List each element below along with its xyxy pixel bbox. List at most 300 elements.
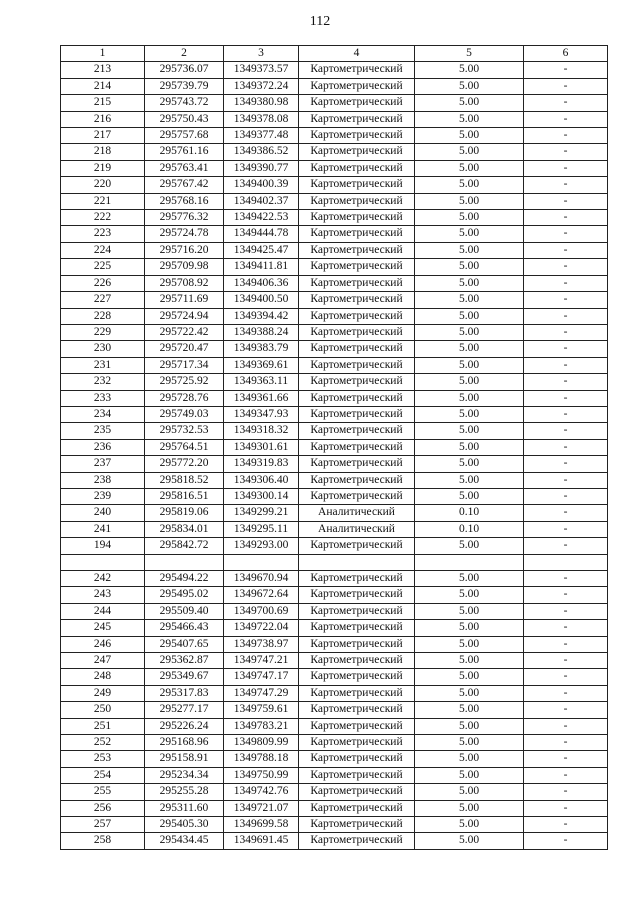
table-cell-col-5: 0.10 xyxy=(415,505,524,521)
table-cell-col-1: 239 xyxy=(61,488,145,504)
table-cell-col-1: 232 xyxy=(61,374,145,390)
table-row xyxy=(61,324,608,340)
table-cell-col-5: 5.00 xyxy=(415,439,524,455)
header-cell-col-6: 6 xyxy=(524,46,608,62)
table-cell-col-2: 295168.96 xyxy=(145,735,224,751)
table-cell-col-1: 234 xyxy=(61,406,145,422)
table-cell-col-6 xyxy=(524,554,608,570)
table-cell-col-4: Картометрический xyxy=(299,292,415,308)
table-cell-col-5: 5.00 xyxy=(415,406,524,422)
table-cell-col-6: - xyxy=(524,341,608,357)
table-cell-col-2: 295842.72 xyxy=(145,538,224,554)
table-cell-col-1: 228 xyxy=(61,308,145,324)
table-cell-col-6: - xyxy=(524,406,608,422)
table-cell-col-2: 295158.91 xyxy=(145,751,224,767)
table-cell-col-1: 256 xyxy=(61,800,145,816)
table-row xyxy=(61,390,608,406)
table-cell-col-1: 248 xyxy=(61,669,145,685)
table-cell-col-6: - xyxy=(524,275,608,291)
table-row xyxy=(61,685,608,701)
table-cell-col-5: 5.00 xyxy=(415,193,524,209)
table-row xyxy=(61,784,608,800)
table-cell-col-1: 255 xyxy=(61,784,145,800)
table-cell-col-3: 1349380.98 xyxy=(224,95,299,111)
table-row xyxy=(61,439,608,455)
table-cell-col-3: 1349318.32 xyxy=(224,423,299,439)
table-cell-col-5: 5.00 xyxy=(415,357,524,373)
table-cell-col-4: Картометрический xyxy=(299,78,415,94)
table-cell-col-3: 1349388.24 xyxy=(224,324,299,340)
table-cell-col-5: 5.00 xyxy=(415,587,524,603)
table-cell-col-6: - xyxy=(524,128,608,144)
table-cell-col-6: - xyxy=(524,259,608,275)
table-row xyxy=(61,472,608,488)
table-cell-col-4: Картометрический xyxy=(299,308,415,324)
table-cell-col-3: 1349372.24 xyxy=(224,78,299,94)
table-cell-col-5: 5.00 xyxy=(415,78,524,94)
table-cell-col-4: Картометрический xyxy=(299,210,415,226)
table-cell-col-3: 1349299.21 xyxy=(224,505,299,521)
table-row xyxy=(61,292,608,308)
table-row xyxy=(61,259,608,275)
table-cell-col-1: 240 xyxy=(61,505,145,521)
table-cell-col-1: 236 xyxy=(61,439,145,455)
table-cell-col-6: - xyxy=(524,292,608,308)
table-cell-col-2: 295818.52 xyxy=(145,472,224,488)
table-cell-col-1: 230 xyxy=(61,341,145,357)
table-cell-col-6: - xyxy=(524,160,608,176)
table-cell-col-4: Картометрический xyxy=(299,767,415,783)
table-cell-col-4: Картометрический xyxy=(299,144,415,160)
table-cell-col-3: 1349306.40 xyxy=(224,472,299,488)
table-cell-col-1: 229 xyxy=(61,324,145,340)
table-cell-col-5: 5.00 xyxy=(415,833,524,849)
table-cell-col-5: 5.00 xyxy=(415,653,524,669)
table-row xyxy=(61,423,608,439)
table-cell-col-6: - xyxy=(524,144,608,160)
table-cell-col-6: - xyxy=(524,357,608,373)
table-cell-col-6: - xyxy=(524,784,608,800)
table-row xyxy=(61,735,608,751)
table-cell-col-5: 5.00 xyxy=(415,177,524,193)
table-cell-col-4: Картометрический xyxy=(299,570,415,586)
table-cell-col-1: 219 xyxy=(61,160,145,176)
table-cell-col-6: - xyxy=(524,521,608,537)
table-cell-col-6: - xyxy=(524,390,608,406)
table-cell-col-6: - xyxy=(524,423,608,439)
table-cell-col-5: 5.00 xyxy=(415,620,524,636)
table-cell-col-3: 1349394.42 xyxy=(224,308,299,324)
table-cell-col-4: Картометрический xyxy=(299,406,415,422)
table-cell-col-2: 295708.92 xyxy=(145,275,224,291)
table-cell-col-2: 295732.53 xyxy=(145,423,224,439)
table-row xyxy=(61,538,608,554)
table-cell-col-2: 295407.65 xyxy=(145,636,224,652)
table-cell-col-5: 5.00 xyxy=(415,111,524,127)
table-cell-col-6: - xyxy=(524,456,608,472)
header-cell-col-4: 4 xyxy=(299,46,415,62)
table-cell-col-5: 5.00 xyxy=(415,488,524,504)
table-cell-col-2: 295768.16 xyxy=(145,193,224,209)
table-cell-col-1: 253 xyxy=(61,751,145,767)
table-cell-col-4: Картометрический xyxy=(299,357,415,373)
table-cell-col-3: 1349783.21 xyxy=(224,718,299,734)
table-cell-col-4: Картометрический xyxy=(299,488,415,504)
table-cell-col-2 xyxy=(145,554,224,570)
table-cell-col-6: - xyxy=(524,751,608,767)
table-cell-col-3: 1349319.83 xyxy=(224,456,299,472)
table-cell-col-1: 258 xyxy=(61,833,145,849)
table-cell-col-5: 5.00 xyxy=(415,636,524,652)
table-cell-col-2: 295349.67 xyxy=(145,669,224,685)
table-cell-col-3: 1349691.45 xyxy=(224,833,299,849)
table-cell-col-4: Картометрический xyxy=(299,242,415,258)
table-row xyxy=(61,833,608,849)
table-cell-col-1: 246 xyxy=(61,636,145,652)
header-cell-col-2: 2 xyxy=(145,46,224,62)
table-cell-col-2: 295750.43 xyxy=(145,111,224,127)
table-cell-col-6: - xyxy=(524,324,608,340)
table-cell-col-1: 243 xyxy=(61,587,145,603)
table-cell-col-4: Картометрический xyxy=(299,587,415,603)
table-cell-col-5: 5.00 xyxy=(415,669,524,685)
table-cell-col-1: 252 xyxy=(61,735,145,751)
table-cell-col-4: Картометрический xyxy=(299,259,415,275)
table-cell-col-6: - xyxy=(524,308,608,324)
table-cell-col-4: Картометрический xyxy=(299,620,415,636)
table-cell-col-5: 5.00 xyxy=(415,570,524,586)
table-cell-col-3: 1349361.66 xyxy=(224,390,299,406)
table-cell-col-6: - xyxy=(524,505,608,521)
table-row xyxy=(61,210,608,226)
table-row xyxy=(61,800,608,816)
table-cell-col-4 xyxy=(299,554,415,570)
table-cell-col-5: 5.00 xyxy=(415,160,524,176)
table-cell-col-1: 222 xyxy=(61,210,145,226)
table-cell-col-6: - xyxy=(524,800,608,816)
table-row xyxy=(61,62,608,78)
table-body xyxy=(61,62,608,849)
table-row xyxy=(61,242,608,258)
table-cell-col-6: - xyxy=(524,702,608,718)
table-cell-col-2: 295255.28 xyxy=(145,784,224,800)
table-cell-col-4: Картометрический xyxy=(299,636,415,652)
table-cell-col-3: 1349400.39 xyxy=(224,177,299,193)
table-cell-col-5: 5.00 xyxy=(415,472,524,488)
table-cell-col-3: 1349747.21 xyxy=(224,653,299,669)
table-cell-col-1: 247 xyxy=(61,653,145,669)
table-cell-col-3: 1349347.93 xyxy=(224,406,299,422)
table-cell-col-4: Картометрический xyxy=(299,718,415,734)
table-cell-col-2: 295720.47 xyxy=(145,341,224,357)
table-cell-col-2: 295434.45 xyxy=(145,833,224,849)
table-cell-col-6: - xyxy=(524,570,608,586)
table-cell-col-5: 5.00 xyxy=(415,784,524,800)
table-cell-col-6: - xyxy=(524,242,608,258)
table-cell-col-2: 295716.20 xyxy=(145,242,224,258)
table-cell-col-3: 1349788.18 xyxy=(224,751,299,767)
table-cell-col-3: 1349700.69 xyxy=(224,603,299,619)
table-cell-col-3: 1349750.99 xyxy=(224,767,299,783)
table-cell-col-6: - xyxy=(524,685,608,701)
table-cell-col-1: 214 xyxy=(61,78,145,94)
table-cell-col-3: 1349699.58 xyxy=(224,817,299,833)
table-cell-col-4: Картометрический xyxy=(299,669,415,685)
table-cell-col-5: 5.00 xyxy=(415,308,524,324)
table-cell-col-5: 5.00 xyxy=(415,292,524,308)
table-cell-col-6: - xyxy=(524,538,608,554)
table-cell-col-1: 249 xyxy=(61,685,145,701)
table-cell-col-5: 5.00 xyxy=(415,800,524,816)
table-row xyxy=(61,751,608,767)
table-cell-col-1: 251 xyxy=(61,718,145,734)
table-cell-col-6: - xyxy=(524,603,608,619)
table-cell-col-2: 295226.24 xyxy=(145,718,224,734)
table-cell-col-4: Картометрический xyxy=(299,472,415,488)
table-cell-col-5: 5.00 xyxy=(415,259,524,275)
table-row xyxy=(61,636,608,652)
table-cell-col-3: 1349444.78 xyxy=(224,226,299,242)
table-cell-col-5: 5.00 xyxy=(415,702,524,718)
table-cell-col-5: 0.10 xyxy=(415,521,524,537)
table-cell-col-2: 295405.30 xyxy=(145,817,224,833)
header-cell-col-3: 3 xyxy=(224,46,299,62)
table-cell-col-3: 1349425.47 xyxy=(224,242,299,258)
table-cell-col-1: 227 xyxy=(61,292,145,308)
table-cell-col-5: 5.00 xyxy=(415,603,524,619)
table-cell-col-3: 1349377.48 xyxy=(224,128,299,144)
table-cell-col-6: - xyxy=(524,472,608,488)
table-cell-col-2: 295819.06 xyxy=(145,505,224,521)
table-cell-col-2: 295763.41 xyxy=(145,160,224,176)
table-cell-col-2: 295362.87 xyxy=(145,653,224,669)
table-cell-col-5: 5.00 xyxy=(415,275,524,291)
table-cell-col-6: - xyxy=(524,620,608,636)
table-row xyxy=(61,78,608,94)
table-row xyxy=(61,587,608,603)
table-cell-col-5: 5.00 xyxy=(415,538,524,554)
table-cell-col-3: 1349406.36 xyxy=(224,275,299,291)
table-cell-col-2: 295757.68 xyxy=(145,128,224,144)
table-cell-col-1: 216 xyxy=(61,111,145,127)
table-cell-col-6: - xyxy=(524,833,608,849)
table-cell-col-1: 226 xyxy=(61,275,145,291)
table-cell-col-5: 5.00 xyxy=(415,341,524,357)
table-cell-col-3: 1349742.76 xyxy=(224,784,299,800)
table-cell-col-3: 1349301.61 xyxy=(224,439,299,455)
table-cell-col-1: 233 xyxy=(61,390,145,406)
table-cell-col-4: Картометрический xyxy=(299,751,415,767)
table-cell-col-4: Картометрический xyxy=(299,538,415,554)
table-cell-col-3: 1349390.77 xyxy=(224,160,299,176)
table-cell-col-6: - xyxy=(524,587,608,603)
table-cell-col-4: Картометрический xyxy=(299,111,415,127)
table-cell-col-1: 250 xyxy=(61,702,145,718)
table-cell-col-3: 1349809.99 xyxy=(224,735,299,751)
table-cell-col-4: Картометрический xyxy=(299,603,415,619)
table-cell-col-4: Картометрический xyxy=(299,817,415,833)
table-cell-col-3: 1349759.61 xyxy=(224,702,299,718)
table-row xyxy=(61,357,608,373)
table-row xyxy=(61,275,608,291)
table-cell-col-6: - xyxy=(524,817,608,833)
table-cell-col-5: 5.00 xyxy=(415,423,524,439)
table-cell-col-2: 295816.51 xyxy=(145,488,224,504)
table-cell-col-3: 1349747.29 xyxy=(224,685,299,701)
table-row xyxy=(61,702,608,718)
table-cell-col-3: 1349386.52 xyxy=(224,144,299,160)
table-cell-col-6: - xyxy=(524,735,608,751)
table-cell-col-1: 220 xyxy=(61,177,145,193)
table-row xyxy=(61,341,608,357)
table-cell-col-2: 295724.94 xyxy=(145,308,224,324)
table-cell-col-6: - xyxy=(524,767,608,783)
table-cell-col-3: 1349363.11 xyxy=(224,374,299,390)
table-header xyxy=(61,46,608,62)
table-cell-col-4: Картометрический xyxy=(299,685,415,701)
table-cell-col-2: 295722.42 xyxy=(145,324,224,340)
table-cell-col-5: 5.00 xyxy=(415,735,524,751)
table-cell-col-1: 244 xyxy=(61,603,145,619)
table-cell-col-2: 295736.07 xyxy=(145,62,224,78)
table-cell-col-1: 217 xyxy=(61,128,145,144)
table-cell-col-2: 295761.16 xyxy=(145,144,224,160)
table-cell-col-4: Картометрический xyxy=(299,735,415,751)
table-cell-col-1: 242 xyxy=(61,570,145,586)
table-cell-col-5: 5.00 xyxy=(415,144,524,160)
table-cell-col-5: 5.00 xyxy=(415,817,524,833)
header-row xyxy=(61,46,608,62)
table-cell-col-3: 1349738.97 xyxy=(224,636,299,652)
table-cell-col-5: 5.00 xyxy=(415,374,524,390)
table-cell-col-2: 295509.40 xyxy=(145,603,224,619)
table-cell-col-2: 295739.79 xyxy=(145,78,224,94)
coordinates-table xyxy=(60,45,608,850)
table-row xyxy=(61,308,608,324)
table-cell-col-1: 223 xyxy=(61,226,145,242)
table-row xyxy=(61,488,608,504)
table-cell-col-4: Картометрический xyxy=(299,275,415,291)
table-cell-col-1: 238 xyxy=(61,472,145,488)
table-cell-col-1: 218 xyxy=(61,144,145,160)
table-cell-col-5: 5.00 xyxy=(415,226,524,242)
table-cell-col-1 xyxy=(61,554,145,570)
table-cell-col-4: Аналитический xyxy=(299,521,415,537)
table-cell-col-2: 295767.42 xyxy=(145,177,224,193)
table-cell-col-4: Картометрический xyxy=(299,456,415,472)
table-cell-col-6: - xyxy=(524,488,608,504)
table-cell-col-5: 5.00 xyxy=(415,95,524,111)
table-cell-col-5: 5.00 xyxy=(415,324,524,340)
table-cell-col-5: 5.00 xyxy=(415,62,524,78)
table-cell-col-2: 295317.83 xyxy=(145,685,224,701)
table-cell-col-3: 1349300.14 xyxy=(224,488,299,504)
table-cell-col-5: 5.00 xyxy=(415,210,524,226)
table-cell-col-3: 1349295.11 xyxy=(224,521,299,537)
table-cell-col-4: Картометрический xyxy=(299,62,415,78)
table-cell-col-3: 1349373.57 xyxy=(224,62,299,78)
page-number: 112 xyxy=(309,14,331,29)
table-cell-col-1: 237 xyxy=(61,456,145,472)
table-cell-col-4: Картометрический xyxy=(299,160,415,176)
table-cell-col-2: 295234.34 xyxy=(145,767,224,783)
table-cell-col-2: 295728.76 xyxy=(145,390,224,406)
table-cell-col-3: 1349672.64 xyxy=(224,587,299,603)
table-cell-col-1: 235 xyxy=(61,423,145,439)
table-cell-col-4: Картометрический xyxy=(299,833,415,849)
table-cell-col-5: 5.00 xyxy=(415,718,524,734)
table-cell-col-3: 1349422.53 xyxy=(224,210,299,226)
table-row xyxy=(61,603,608,619)
table-row xyxy=(61,144,608,160)
table-cell-col-1: 245 xyxy=(61,620,145,636)
table-cell-col-6: - xyxy=(524,374,608,390)
table-cell-col-5 xyxy=(415,554,524,570)
table-cell-col-5: 5.00 xyxy=(415,242,524,258)
table-row xyxy=(61,767,608,783)
table-cell-col-6: - xyxy=(524,669,608,685)
table-cell-col-3: 1349378.08 xyxy=(224,111,299,127)
table-cell-col-1: 194 xyxy=(61,538,145,554)
table-row xyxy=(61,193,608,209)
table-cell-col-5: 5.00 xyxy=(415,767,524,783)
table-cell-col-2: 295834.01 xyxy=(145,521,224,537)
table-cell-col-4: Аналитический xyxy=(299,505,415,521)
table-cell-col-6: - xyxy=(524,210,608,226)
table-cell-col-6: - xyxy=(524,439,608,455)
table-row xyxy=(61,817,608,833)
table-cell-col-4: Картометрический xyxy=(299,128,415,144)
table-cell-col-6: - xyxy=(524,78,608,94)
table-row xyxy=(61,718,608,734)
table-row xyxy=(61,570,608,586)
table-cell-col-4: Картометрический xyxy=(299,439,415,455)
table-cell-col-4: Картометрический xyxy=(299,784,415,800)
table-cell-col-1: 257 xyxy=(61,817,145,833)
table-row xyxy=(61,177,608,193)
table-cell-col-1: 241 xyxy=(61,521,145,537)
table-cell-col-3 xyxy=(224,554,299,570)
table-cell-col-5: 5.00 xyxy=(415,390,524,406)
table-cell-col-2: 295466.43 xyxy=(145,620,224,636)
table-row xyxy=(61,95,608,111)
table-cell-col-3: 1349383.79 xyxy=(224,341,299,357)
table-cell-col-6: - xyxy=(524,177,608,193)
table-cell-col-3: 1349293.00 xyxy=(224,538,299,554)
table-cell-col-3: 1349369.61 xyxy=(224,357,299,373)
table-cell-col-4: Картометрический xyxy=(299,177,415,193)
table-cell-col-2: 295725.92 xyxy=(145,374,224,390)
table-cell-col-4: Картометрический xyxy=(299,653,415,669)
table-row xyxy=(61,374,608,390)
table-cell-col-1: 254 xyxy=(61,767,145,783)
table-cell-col-1: 225 xyxy=(61,259,145,275)
table-cell-col-2: 295277.17 xyxy=(145,702,224,718)
table-row xyxy=(61,406,608,422)
table-cell-col-6: - xyxy=(524,653,608,669)
table-cell-col-4: Картометрический xyxy=(299,226,415,242)
table-cell-col-3: 1349411.81 xyxy=(224,259,299,275)
table-cell-col-2: 295764.51 xyxy=(145,439,224,455)
header-cell-col-5: 5 xyxy=(415,46,524,62)
table-cell-col-4: Картометрический xyxy=(299,341,415,357)
table-cell-col-6: - xyxy=(524,62,608,78)
table-cell-col-4: Картометрический xyxy=(299,800,415,816)
table-row xyxy=(61,128,608,144)
table-cell-col-6: - xyxy=(524,226,608,242)
table-cell-col-2: 295709.98 xyxy=(145,259,224,275)
table-row xyxy=(61,620,608,636)
